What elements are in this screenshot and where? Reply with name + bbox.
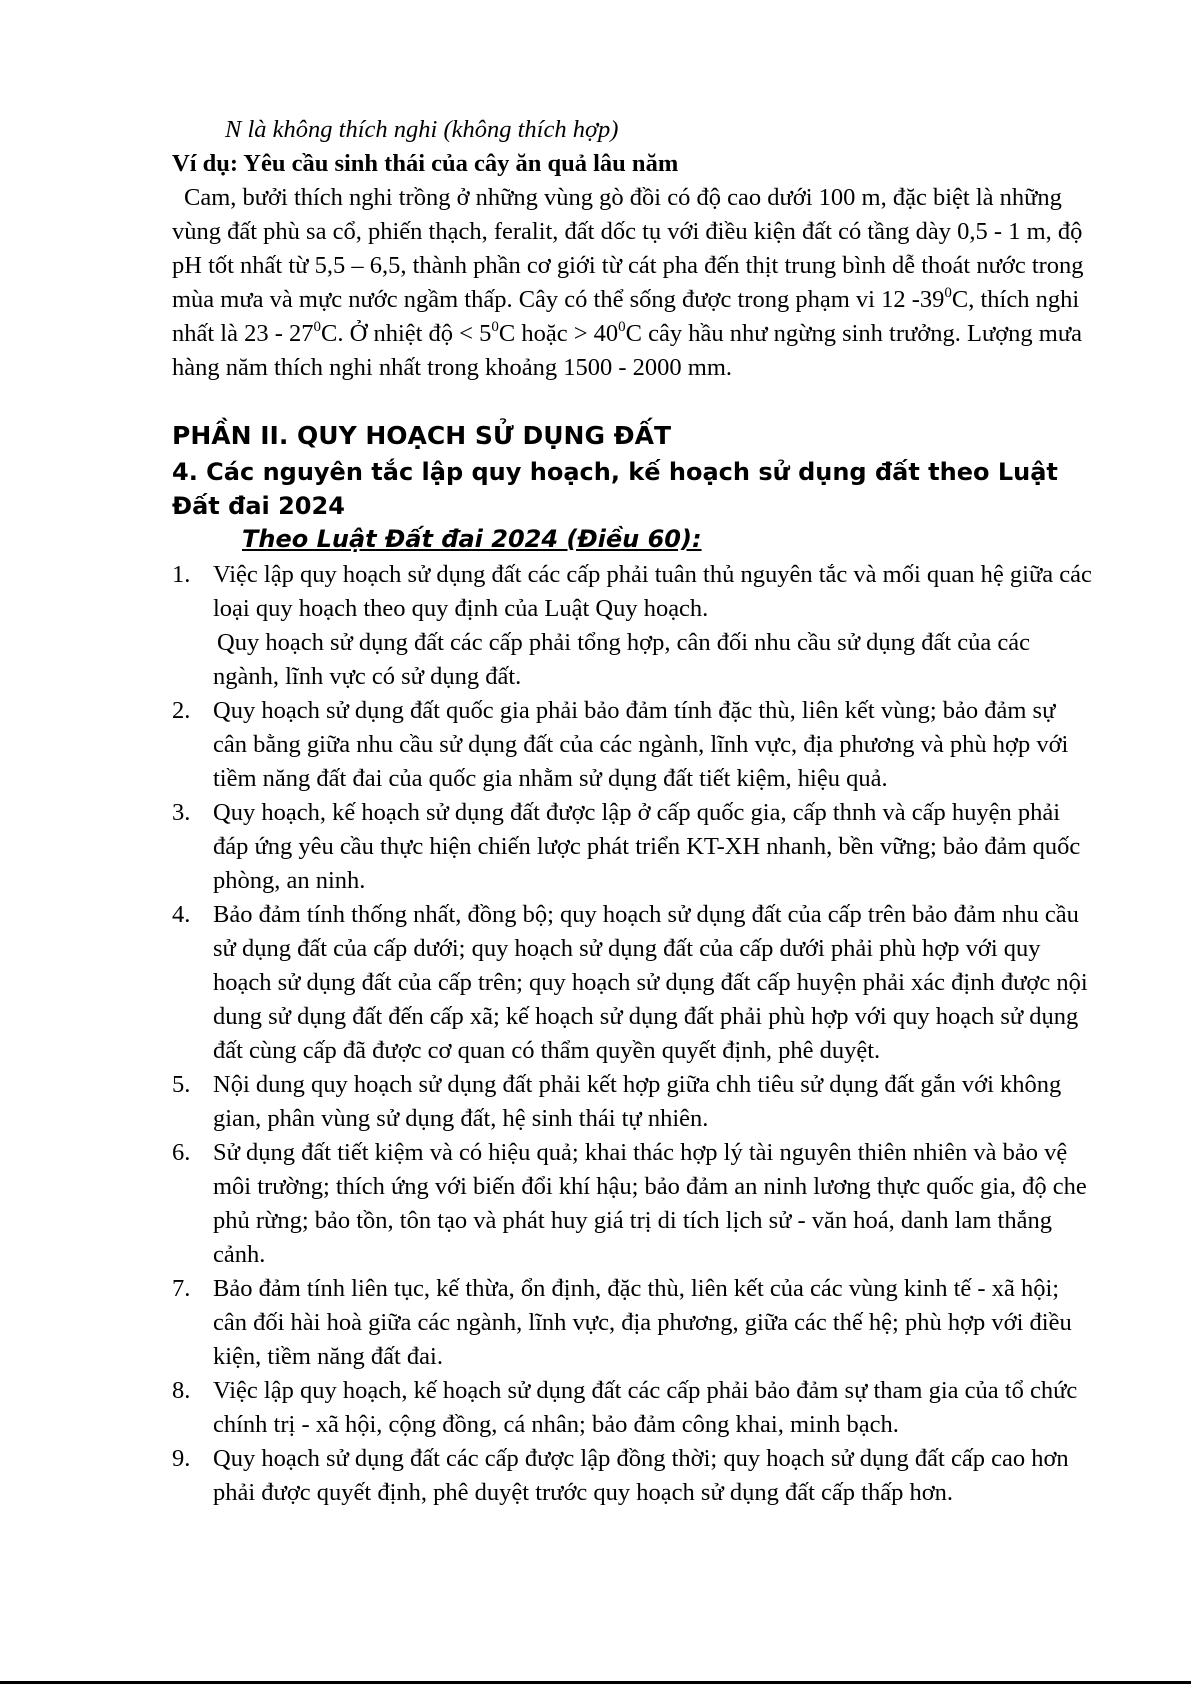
list-item: [172, 1136, 1092, 1272]
list-item-number: 9.: [172, 1445, 191, 1472]
degree-sup-3: 0: [491, 319, 499, 335]
degree-sup-1: 0: [944, 285, 952, 301]
example-text-2: C, thích nghi nhất là 23 - 27: [172, 286, 1080, 347]
example-text-5: C cây hầu như ngừng sinh trưởng. Lượng mưa hàng năm thích nghi nhất trong khoảng 1500 - 2000 mm.: [172, 320, 1083, 381]
list-item-number: 3.: [172, 799, 191, 826]
example-text-4: C hoặc > 40: [498, 320, 619, 347]
list-item-text: Sử dụng đất tiết kiệm và có hiệu quả; khai thác hợp lý tài nguyên thiên nhiên và bảo vệ môi trường; thích ứng với biến đổi khí hậu; bảo đảm an ninh lương thực quốc gia, độ che phủ rừng; bảo tồn, tôn tạo và phát huy giá trị di tích lịch sử - văn hoá, danh lam thắng cảnh.: [213, 1139, 1087, 1268]
list-item-text: Bảo đảm tính liên tục, kế thừa, ổn định, đặc thù, liên kết của các vùng kinh tế - xã hội; cân đối hài hoà giữa các ngành, lĩnh vực, địa phương, giữa các thế hệ; phù hợp với điều kiện, tiềm năng đất đai.: [213, 1275, 1072, 1370]
list-item-text: Nội dung quy hoạch sử dụng đất phải kết hợp giữa chh tiêu sử dụng đất gắn với không gian, phân vùng sử dụng đất, hệ sinh thái tự nhiên.: [213, 1071, 1062, 1132]
degree-sup-2: 0: [313, 319, 322, 335]
list-item: [172, 694, 1092, 796]
list-item-text: Quy hoạch sử dụng đất các cấp được lập đồng thời; quy hoạch sử dụng đất cấp cao hơn phải được quyết định, phê duyệt trước quy hoạch sử dụng đất cấp thấp hơn.: [213, 1445, 1069, 1506]
list-item-extra: Quy hoạch sử dụng đất các cấp phải tổng hợp, cân đối nhu cầu sử dụng đất của các ngành, lĩnh vực có sử dụng đất.: [213, 629, 1031, 690]
list-item: [172, 1442, 1092, 1510]
example-text-3: C. Ở nhiệt độ < 5: [321, 320, 492, 347]
list-item: [172, 898, 1092, 1068]
example-paragraph: [172, 181, 1092, 385]
list-item: [172, 796, 1092, 898]
list-item-text: Bảo đảm tính thống nhất, đồng bộ; quy hoạch sử dụng đất của cấp trên bảo đảm nhu cầu sử dụng đất của cấp dưới; quy hoạch sử dụng đất của cấp dưới phải phù hợp với quy hoạch sử dụng đất của cấp trên; quy hoạch sử dụng đất cấp huyện phải xác định được nội dung sử dụng đất đến cấp xã; kế hoạch sử dụng đất phải phù hợp với quy hoạch sử dụng đất cùng cấp đã được cơ quan có thẩm quyền quyết định, phê duyệt.: [213, 901, 1088, 1064]
list-item-text: Quy hoạch sử dụng đất quốc gia phải bảo đảm tính đặc thù, liên kết vùng; bảo đảm sự cân bằng giữa nhu cầu sử dụng đất của các ngành, lĩnh vực, địa phương và phù hợp với tiềm năng đất đai của quốc gia nhằm sử dụng đất tiết kiệm, hiệu quả.: [213, 697, 1069, 792]
note-line: N là không thích nghi (không thích hợp): [225, 116, 619, 143]
list-item: [172, 1374, 1092, 1442]
list-item-number: 6.: [172, 1139, 191, 1166]
list-item-number: 4.: [172, 901, 191, 928]
list-item-number: 1.: [172, 561, 191, 588]
list-item-text: Việc lập quy hoạch, kế hoạch sử dụng đất các cấp phải bảo đảm sự tham gia của tổ chức chính trị - xã hội, cộng đồng, cá nhân; bảo đảm công khai, minh bạch.: [213, 1377, 1078, 1438]
list-item-number: 5.: [172, 1071, 191, 1098]
section-title: 4. Các nguyên tắc lập quy hoạch, kế hoạch sử dụng đất theo Luật Đất đai 2024: [172, 458, 1058, 520]
list-item-number: 8.: [172, 1377, 191, 1404]
page-bottom-rule: [0, 1681, 1191, 1684]
list-item-text: Việc lập quy hoạch sử dụng đất các cấp phải tuân thủ nguyên tắc và mối quan hệ giữa các loại quy hoạch theo quy định của Luật Quy hoạch.: [213, 561, 1092, 622]
list-item: [172, 558, 1092, 694]
list-item-text: Quy hoạch, kế hoạch sử dụng đất được lập ở cấp quốc gia, cấp thnh và cấp huyện phải đáp ứng yêu cầu thực hiện chiến lược phát triển KT-XH nhanh, bền vững; bảo đảm quốc phòng, an ninh.: [213, 799, 1081, 894]
list-item: [172, 1068, 1092, 1136]
example-text-1: Cam, bưởi thích nghi trồng ở những vùng gò đồi có độ cao dưới 100 m, đặc biệt là những vùng đất phù sa cổ, phiến thạch, feralit, đất dốc tụ với điều kiện đất có tầng dày 0,5 - 1 m, độ pH tốt nhất từ 5,5 – 6,5, thành phần cơ giới từ cát pha đến thịt trung bình dễ thoát nước trong mùa mưa và mực nước ngầm thấp. Cây có thể sống được trong phạm vi 12 -39: [172, 184, 1084, 313]
part-title: PHẦN II. QUY HOẠCH SỬ DỤNG ĐẤT: [172, 421, 672, 450]
degree-sup-4: 0: [618, 319, 626, 335]
list-item: [172, 1272, 1092, 1374]
list-item-number: 7.: [172, 1275, 191, 1302]
example-title: Ví dụ: Yêu cầu sinh thái của cây ăn quả lâu năm: [172, 150, 679, 177]
law-title: Theo Luật Đất đai 2024 (Điều 60):: [242, 525, 702, 553]
principles-list: [172, 558, 1092, 1510]
list-item-number: 2.: [172, 697, 191, 724]
